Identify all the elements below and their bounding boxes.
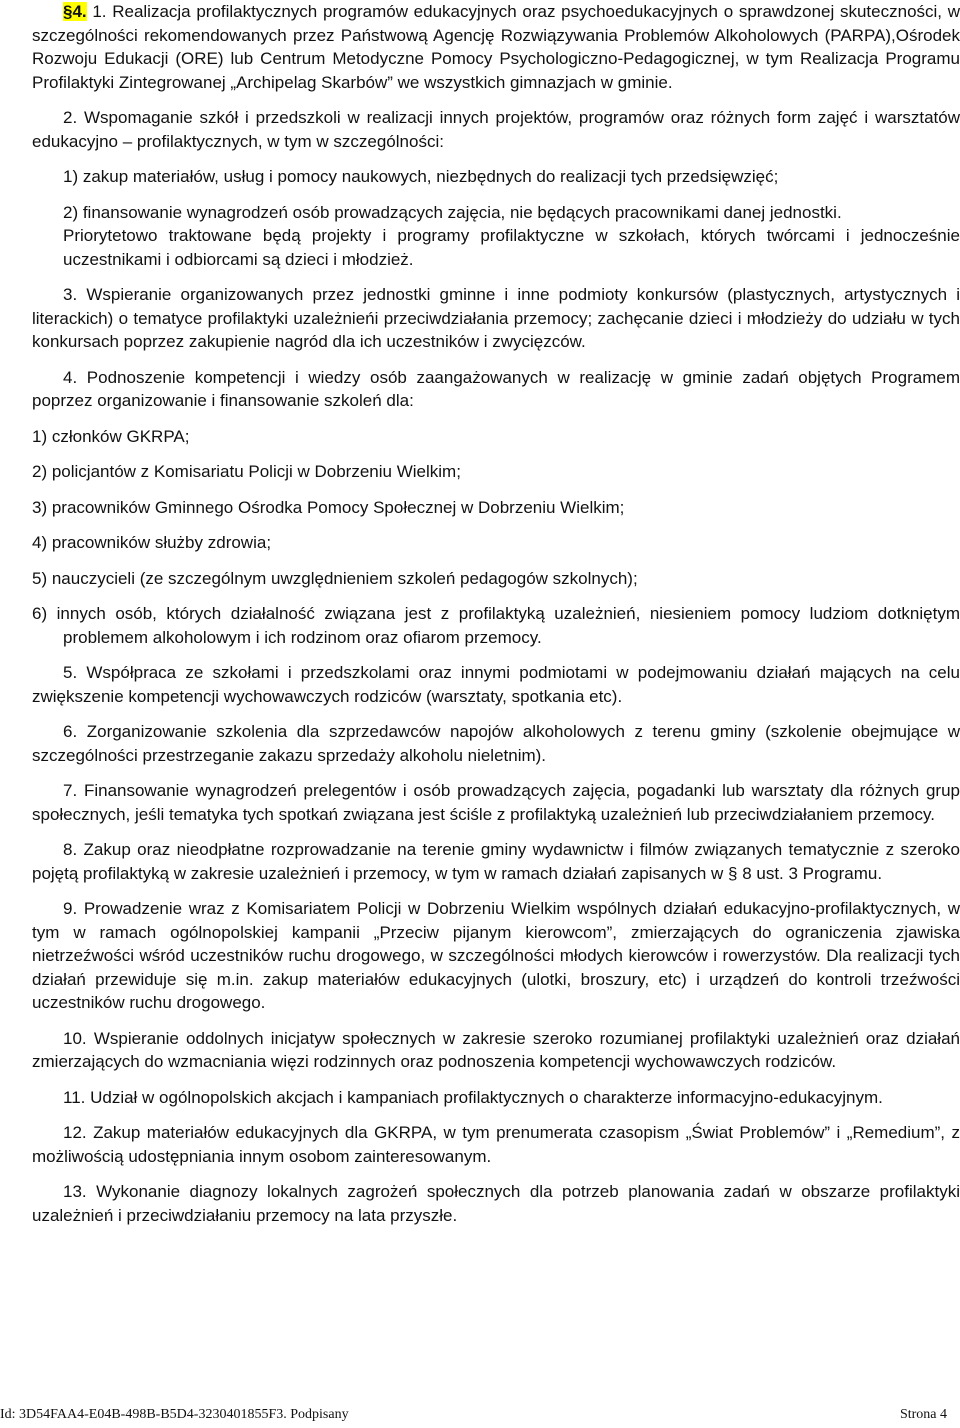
- point-4-item-1: 1) członków GKRPA;: [32, 426, 190, 446]
- section-mark: §4.: [63, 2, 87, 21]
- point-4-item-3: 3) pracowników Gminnego Ośrodka Pomocy Społecznej w Dobrzeniu Wielkim;: [32, 497, 625, 517]
- point-2: 2. Wspomaganie szkół i przedszkoli w realizacji innych projektów, programów oraz różnych form zajęć i warsztatów edukacyjno – profilaktycznych, w tym w szczególności:: [32, 108, 960, 151]
- point-7: 7. Finansowanie wynagrodzeń prelegentów i osób prowadzących zajęcia, pogadanki lub warsztaty dla różnych grup społecznych, jeśli tematyka tych spotkań związana jest ściśle z profilaktyką uzależnień lub przeciwdziałaniem przemocy.: [32, 781, 960, 824]
- point-1-text: 1. Realizacja profilaktycznych programów edukacyjnych oraz psychoedukacyjnych o sprawdzonej skuteczności, w szczególności rekomendowanych przez Państwową Agencję Rozwiązywania Problemów Alkoholowych (PARPA),Ośrodek Rozwoju Edukacji (ORE) lub Centrum Metodyczne Pomocy Psychologiczno-Pedagogicznej, w tym Realizacja Programu Profilaktyki Zintegrowanej „Archipelag Skarbów” we wszystkich gimnazjach w gminie.: [32, 2, 960, 92]
- point-4-item-5: 5) nauczycieli (ze szczególnym uwzględnieniem szkoleń pedagogów szkolnych);: [32, 568, 638, 588]
- point-12: 12. Zakup materiałów edukacyjnych dla GKRPA, w tym prenumerata czasopism „Świat Problemów” i „Remedium”, z możliwością udostępniania innym osobom zainteresowanym.: [32, 1123, 960, 1166]
- point-3: 3. Wspieranie organizowanych przez jednostki gminne i inne podmioty konkursów (plastycznych, artystycznych i literackich) o tematyce profilaktyki uzależnieńi przeciwdziałania przemocy; zachęcanie dzieci i młodzieży do udziału w tych konkursach poprzez zakupienie nagród dla ich uczestników i zwycięzców.: [32, 285, 960, 351]
- point-13: 13. Wykonanie diagnozy lokalnych zagrożeń społecznych dla potrzeb planowania zadań w obszarze profilaktyki uzależnień i przeciwdziałaniu przemocy na lata przyszłe.: [32, 1182, 960, 1225]
- point-5: 5. Współpraca ze szkołami i przedszkolami oraz innymi podmiotami w podejmowaniu działań mających na celu zwiększenie kompetencji wychowawczych rodziców (warsztaty, spotkania etc).: [32, 663, 960, 706]
- point-9: 9. Prowadzenie wraz z Komisariatem Policji w Dobrzeniu Wielkim wspólnych działań edukacyjno-profilaktycznych, w tym w ramach ogólnopolskiej kampanii „Przeciw pijanym kierowcom”, zmierzających do ograniczenia zjawiska nietrzeźwości wśród uczestników ruchu drogowego, w szczególności młodych kierowców i rowerzystów. Dla realizacji tych działań przewiduje się m.in. zakup materiałów edukacyjnych (ulotki, broszury, etc) i urządzeń do kontroli trzeźwości uczestników ruchu drogowego.: [32, 899, 960, 1012]
- point-2-note: Priorytetowo traktowane będą projekty i programy profilaktyczne w szkołach, których twórcami i jednocześnie uczestnikami i odbiorcami są dzieci i młodzież.: [63, 226, 960, 269]
- document-id: Id: 3D54FAA4-E04B-498B-B5D4-3230401855F3. Podpisany: [0, 1407, 349, 1422]
- point-11: 11. Udział w ogólnopolskich akcjach i kampaniach profilaktycznych o charakterze informacyjno-edukacyjnym.: [63, 1087, 883, 1107]
- paragraph-4-intro: [32, 0, 960, 94]
- point-8: 8. Zakup oraz nieodpłatne rozprowadzanie na terenie gminy wydawnictw i filmów związanych tematycznie z szeroko pojętą profilaktyką w zakresie uzależnień i przemocy, w tym w ramach działań zapisanych w § 8 ust. 3 Programu.: [32, 840, 960, 883]
- point-4-item-4: 4) pracowników służby zdrowia;: [32, 533, 272, 552]
- page-footer: [0, 1407, 960, 1427]
- page-number: Strona 4: [899, 1407, 947, 1422]
- point-2-item-1: 1) zakup materiałów, usług i pomocy naukowych, niezbędnych do realizacji tych przedsięwzięć;: [63, 167, 779, 186]
- point-4-item-2: 2) policjantów z Komisariatu Policji w Dobrzeniu Wielkim;: [32, 462, 461, 481]
- point-6: 6. Zorganizowanie szkolenia dla szprzedawców napojów alkoholowych z terenu gminy (szkolenie obejmujące w szczególności przestrzeganie zakazu sprzedaży alkoholu nieletnim).: [32, 722, 960, 765]
- point-2-item-2: 2) finansowanie wynagrodzeń osób prowadzących zajęcia, nie będących pracownikami danej jednostki.: [63, 202, 842, 222]
- document-body: [32, 0, 960, 1227]
- point-4-item-6: [32, 602, 960, 649]
- point-4: 4. Podnoszenie kompetencji i wiedzy osób zaangażowanych w realizację w gminie zadań objętych Programem poprzez organizowanie i finansowanie szkoleń dla:: [32, 367, 960, 410]
- point-4-item-6-text: 6) innych osób, których działalność związana jest z profilaktyką uzależnień, niesieniem pomocy ludziom dotkniętym problemem alkoholowym i ich rodzinom oraz ofiarom przemocy.: [32, 604, 960, 647]
- point-10: 10. Wspieranie oddolnych inicjatyw społecznych w zakresie szeroko rozumianej profilaktyki uzależnień oraz działań zmierzających do wzmacniania więzi rodzinnych oraz podnoszenia kompetencji wychowawczych rodziców.: [32, 1028, 960, 1071]
